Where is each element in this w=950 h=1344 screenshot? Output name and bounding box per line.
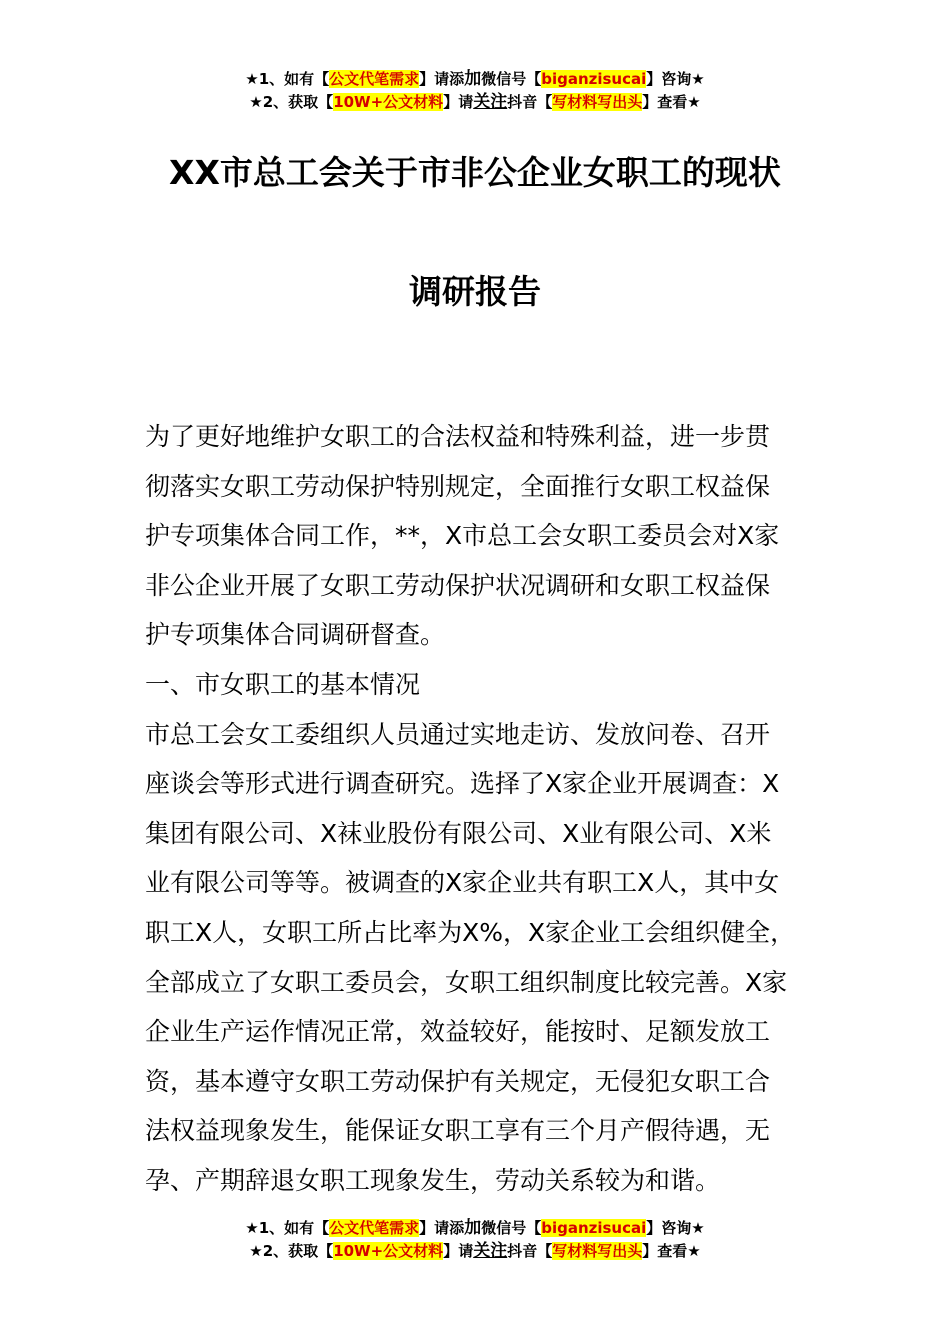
body-line: 集团有限公司、X袜业股份有限公司、X业有限公司、X米 xyxy=(145,818,772,848)
banner-text: 】请 xyxy=(443,1242,474,1260)
body-line: 法权益现象发生，能保证女职工享有三个月产假待遇，无 xyxy=(145,1116,771,1146)
highlight-service: 公文代笔需求 xyxy=(329,70,420,88)
banner-text: 】请 xyxy=(443,93,474,111)
body-line: 彻落实女职工劳动保护特别规定，全面推行女职工权益保 xyxy=(145,471,771,501)
banner-text: 抖音【 xyxy=(507,1242,553,1260)
highlight-materials: 10W+公文材料 xyxy=(333,1242,444,1260)
header-banner xyxy=(0,68,950,114)
body-line: 为了更好地维护女职工的合法权益和特殊利益，进一步贯 xyxy=(145,422,771,451)
banner-text: ★2、获取【 xyxy=(249,1242,334,1260)
body-line: 业有限公司等等。被调查的X家企业共有职工X人，其中女 xyxy=(145,868,780,898)
document-body xyxy=(145,412,835,1206)
banner-text-emphasis: 关注 xyxy=(473,1241,508,1261)
body-line: 职工X人，女职工所占比率为X%，X家企业工会组织健全， xyxy=(145,917,796,947)
document-title-line-2: 调研报告 xyxy=(409,272,541,311)
banner-text: 】请添 xyxy=(419,70,465,88)
banner-text: 】请添 xyxy=(419,1219,465,1237)
banner-text-emphasis: 加 xyxy=(464,1218,482,1238)
banner-text-emphasis: 关注 xyxy=(473,92,508,112)
highlight-wechat-id: biganzisucai xyxy=(541,70,647,88)
banner-text: 微信号【 xyxy=(481,1219,542,1237)
banner-text: 微信号【 xyxy=(481,70,542,88)
footer-banner xyxy=(0,1217,950,1263)
banner-text: 抖音【 xyxy=(507,93,553,111)
body-line: 市总工会女工委组织人员通过实地走访、发放问卷、召开 xyxy=(145,719,771,749)
banner-text: 】咨询★ xyxy=(646,70,705,88)
banner-text: 】查看★ xyxy=(642,1242,701,1260)
body-line: 资，基本遵守女职工劳动保护有关规定，无侵犯女职工合 xyxy=(145,1066,771,1096)
highlight-douyin-account: 写材料写出头 xyxy=(552,1242,643,1260)
section-heading: 一、市女职工的基本情况 xyxy=(145,669,421,699)
body-line: 护专项集体合同工作，**，X市总工会女职工委员会对X家 xyxy=(145,521,780,551)
banner-text-emphasis: 加 xyxy=(464,69,482,89)
banner-line-1 xyxy=(0,68,950,91)
highlight-service: 公文代笔需求 xyxy=(329,1219,420,1237)
body-line: 座谈会等形式进行调查研究。选择了X家企业开展调查：X xyxy=(145,769,780,799)
banner-line-2 xyxy=(0,91,950,114)
banner-text: ★1、如有【 xyxy=(245,1219,330,1237)
banner-text: ★1、如有【 xyxy=(245,70,330,88)
highlight-douyin-account: 写材料写出头 xyxy=(552,93,643,111)
body-line: 全部成立了女职工委员会，女职工组织制度比较完善。X家 xyxy=(145,967,788,997)
banner-text: 】查看★ xyxy=(642,93,701,111)
body-line: 非公企业开展了女职工劳动保护状况调研和女职工权益保 xyxy=(145,570,771,600)
banner-text: 】咨询★ xyxy=(646,1219,705,1237)
banner-line-2 xyxy=(0,1240,950,1263)
body-line: 企业生产运作情况正常，效益较好，能按时、足额发放工 xyxy=(145,1017,771,1047)
highlight-wechat-id: biganzisucai xyxy=(541,1219,647,1237)
banner-line-1 xyxy=(0,1217,950,1240)
highlight-materials: 10W+公文材料 xyxy=(333,93,444,111)
body-line: 孕、产期辞退女职工现象发生，劳动关系较为和谐。 xyxy=(145,1165,721,1195)
body-line: 护专项集体合同调研督查。 xyxy=(145,620,446,650)
banner-text: ★2、获取【 xyxy=(249,93,334,111)
document-title-line-1: XX市总工会关于市非公企业女职工的现状 xyxy=(169,153,781,192)
